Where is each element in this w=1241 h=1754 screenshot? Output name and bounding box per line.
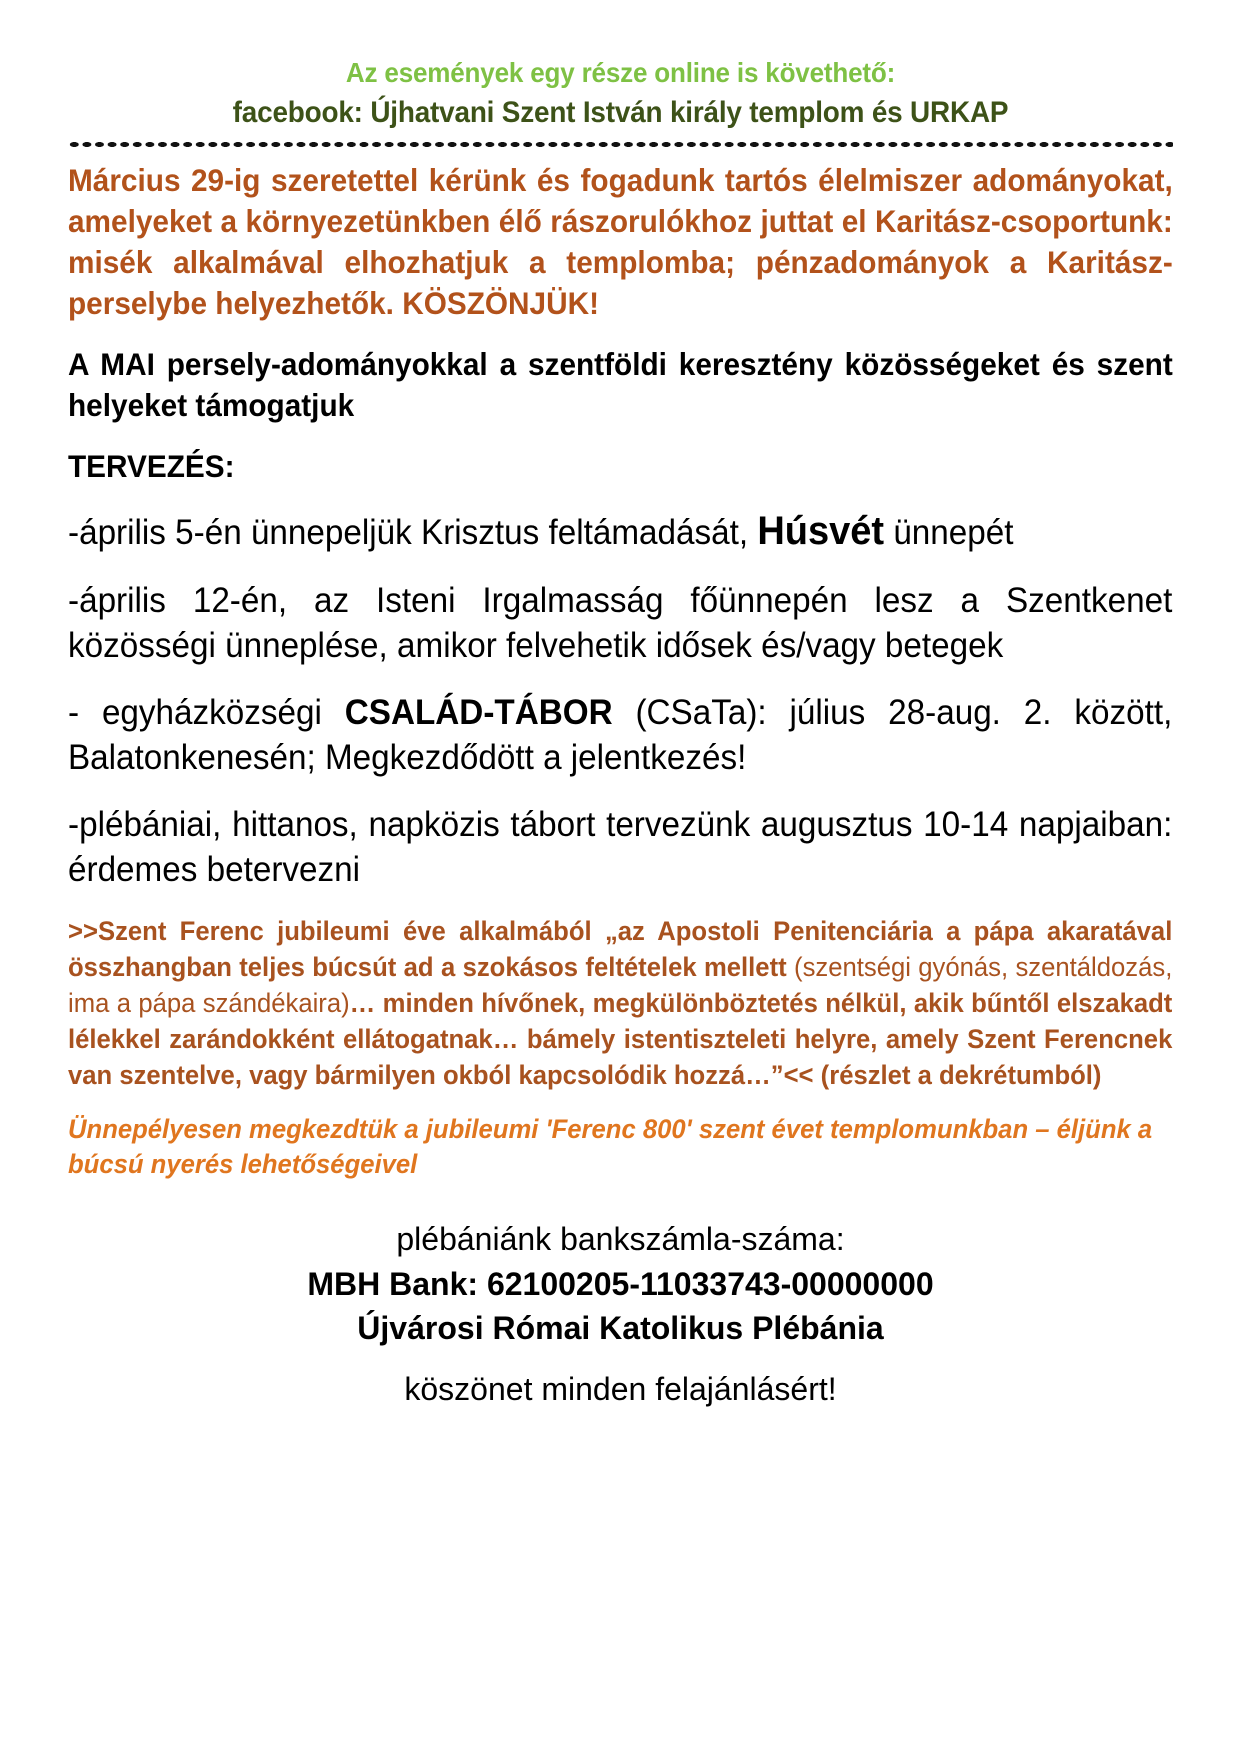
- planning-item-family-camp: [68, 690, 1172, 781]
- header: [68, 56, 1173, 130]
- item-text-suffix: (CSaTa): július 28-aug. 2. között, Balatonkenesén; Megkezdődött a jelentkezés!: [68, 692, 1173, 778]
- item-emphasis-husvet: Húsvét: [757, 508, 885, 553]
- item-emphasis-csalad-tabor: CSALÁD-TÁBOR: [344, 692, 613, 732]
- parish-name: Újvárosi Római Katolikus Plébánia: [357, 1310, 884, 1347]
- bank-account-label: plébániánk bankszámla-száma:: [396, 1220, 845, 1257]
- decree-light-part: (szentségi gyónás, szentáldozás, ima a pápa szándékaira): [68, 951, 1173, 1018]
- planning-item-day-camp: [68, 802, 1172, 893]
- closing-spacer: [68, 1351, 1173, 1367]
- header-facebook-page: facebook: Újhatvani Szent István király templom és URKAP: [232, 96, 1009, 130]
- item-text-prefix: -április 5-én ünnepeljük Krisztus feltámadását,: [68, 512, 758, 552]
- decree-bold-part-2: … minden hívőnek, megkülönböztetés nélkül, akik bűntől elszakadt lélekkel zarándokként ellátogatnak… bámely istentiszteleti helyre, amely Szent Ferencnek van szentelve, vagy bármilyen okból kapcsolódik hozzá…”<< (részlet a dekrétumból): [68, 987, 1173, 1090]
- item-text-prefix: -plébániai, hittanos, napközis tábort tervezünk augusztus 10-14 napjaiban: érdemes betervezni: [68, 804, 1173, 890]
- decree-quote: [68, 914, 1172, 1094]
- donation-paragraph: Március 29-ig szeretettel kérünk és fogadunk tartós élelmiszer adományokat, amelyeket a környezetünkben élő rászorulókhoz juttat el Karitász-csoportunk: misék alkalmával elhozhatjuk a templomba; pénzadományok a Karitász-perselybe helyezhetők. KÖSZÖNJÜK!: [68, 162, 1173, 322]
- header-online-notice: Az események egy része online is követhető:: [345, 57, 896, 88]
- closing-block: [68, 1217, 1173, 1412]
- decree-bold-part-1: >>Szent Ferenc jubileumi éve alkalmából „az Apostoli Penitenciária a pápa akaratával összhangban teljes búcsút ad a szokásos feltételek mellett: [68, 915, 1173, 982]
- item-text-suffix: ünnepét: [884, 512, 1014, 552]
- dotted-divider: [68, 141, 1173, 148]
- jubilee-note: Ünnepélyesen megkezdtük a jubileumi 'Ferenc 800' szent évet templomunkban – éljünk a búcsú nyerés lehetőségeivel: [68, 1113, 1153, 1180]
- item-text-prefix: - egyházközségi: [68, 692, 345, 732]
- item-text-prefix: -április 12-én, az Isteni Irgalmasság főünnepén lesz a Szentkenet közösségi ünneplése, amikor felvehetik idősek és/vagy betegek: [68, 580, 1173, 666]
- planning-item-easter: [68, 505, 1172, 557]
- planning-heading: TERVEZÉS:: [68, 448, 235, 485]
- planning-item-anointing: [68, 578, 1172, 669]
- bank-account-number: MBH Bank: 62100205-11033743-00000000: [307, 1265, 934, 1302]
- thanks-line: köszönet minden felajánlásért!: [404, 1371, 837, 1408]
- collection-paragraph: A MAI persely-adományokkal a szentföldi keresztény közösségeket és szent helyeket támogatjuk: [68, 346, 1173, 424]
